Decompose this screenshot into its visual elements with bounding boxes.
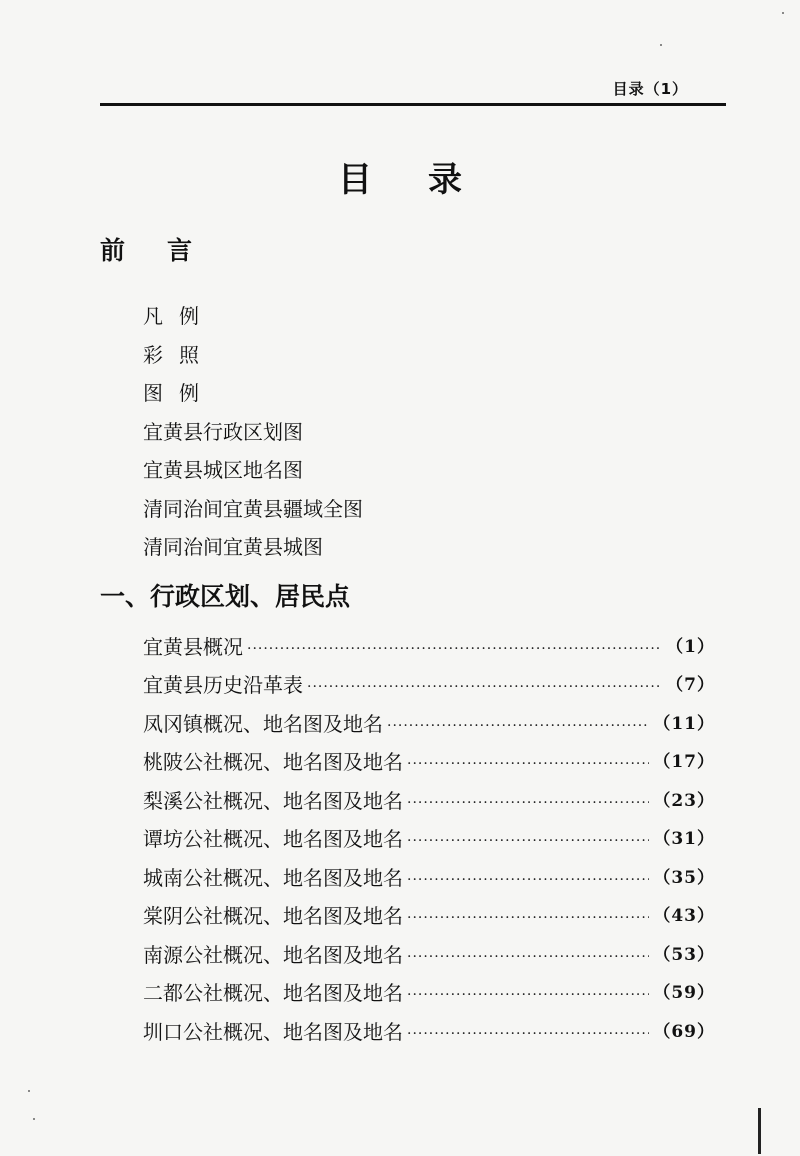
dot-leader <box>407 868 649 892</box>
dot-leader <box>407 983 649 1007</box>
toc-page-number: （35） <box>653 867 715 888</box>
toc-page-number: （31） <box>653 829 715 849</box>
toc-entry-label: 梨溪公社概况、地名图及地名 <box>143 788 403 813</box>
dot-leader <box>407 791 649 815</box>
header-rule <box>100 103 726 106</box>
toc-entry <box>143 930 715 969</box>
toc-entry <box>143 776 715 815</box>
toc-entry-label: 南源公社概况、地名图及地名 <box>143 942 403 967</box>
dot-leader <box>407 1022 649 1046</box>
scan-speck <box>782 12 784 14</box>
toc-entry <box>143 622 715 661</box>
list-item: 彩照 <box>143 342 215 367</box>
toc-entry <box>143 699 715 738</box>
toc-entry <box>143 969 715 1008</box>
preface-item-list <box>143 302 363 572</box>
section-heading-admin-divisions: 一、行政区划、居民点 <box>100 582 351 611</box>
toc-entry-label: 宜黄县历史沿革表 <box>143 673 303 697</box>
toc-entry <box>143 815 715 854</box>
dot-leader <box>247 637 662 661</box>
running-header: 目录（1） <box>612 80 688 98</box>
scan-speck <box>28 1090 30 1092</box>
toc-entry-label: 宜黄县概况 <box>143 634 243 659</box>
toc-page-number: （11） <box>653 713 715 734</box>
toc-entry-list <box>143 622 715 1046</box>
toc-entry-label: 城南公社概况、地名图及地名 <box>143 865 403 890</box>
toc-page-number: （17） <box>653 752 715 772</box>
toc-entry-label: 谭坊公社概况、地名图及地名 <box>143 827 403 851</box>
scan-speck <box>660 44 662 46</box>
scan-margin-mark <box>758 1108 761 1154</box>
dot-leader <box>387 714 649 738</box>
page-title: 目录 <box>338 160 518 200</box>
dot-leader <box>407 945 649 969</box>
dot-leader <box>407 829 649 853</box>
list-item: 宜黄县城区地名图 <box>143 458 303 482</box>
dot-leader <box>407 906 649 930</box>
toc-entry-label: 二都公社概况、地名图及地名 <box>143 981 403 1005</box>
dot-leader <box>307 675 662 699</box>
section-heading-preface: 前言 <box>100 236 235 265</box>
toc-entry-label: 棠阴公社概况、地名图及地名 <box>143 904 403 928</box>
dot-leader <box>407 752 649 776</box>
toc-page-number: （23） <box>653 790 715 811</box>
list-item: 清同治间宜黄县城图 <box>143 535 323 559</box>
toc-entry-label: 凤冈镇概况、地名图及地名 <box>143 711 383 736</box>
toc-entry-label: 桃陂公社概况、地名图及地名 <box>143 750 403 774</box>
toc-entry-label: 圳口公社概况、地名图及地名 <box>143 1019 403 1044</box>
toc-entry <box>143 892 715 931</box>
toc-entry <box>143 738 715 777</box>
toc-page-number: （43） <box>653 906 715 926</box>
list-item: 清同治间宜黄县疆域全图 <box>143 496 363 521</box>
toc-page-number: （53） <box>653 944 715 965</box>
toc-page-number: （69） <box>653 1021 715 1042</box>
toc-page-number: （7） <box>666 675 715 695</box>
toc-entry <box>143 1007 715 1046</box>
list-item: 图例 <box>143 381 215 405</box>
toc-entry <box>143 853 715 892</box>
toc-entry <box>143 661 715 700</box>
scan-speck <box>33 1118 35 1120</box>
toc-page-number: （59） <box>653 983 715 1003</box>
list-item: 凡例 <box>143 304 215 328</box>
toc-page-number: （1） <box>666 636 715 657</box>
list-item: 宜黄县行政区划图 <box>143 419 303 444</box>
